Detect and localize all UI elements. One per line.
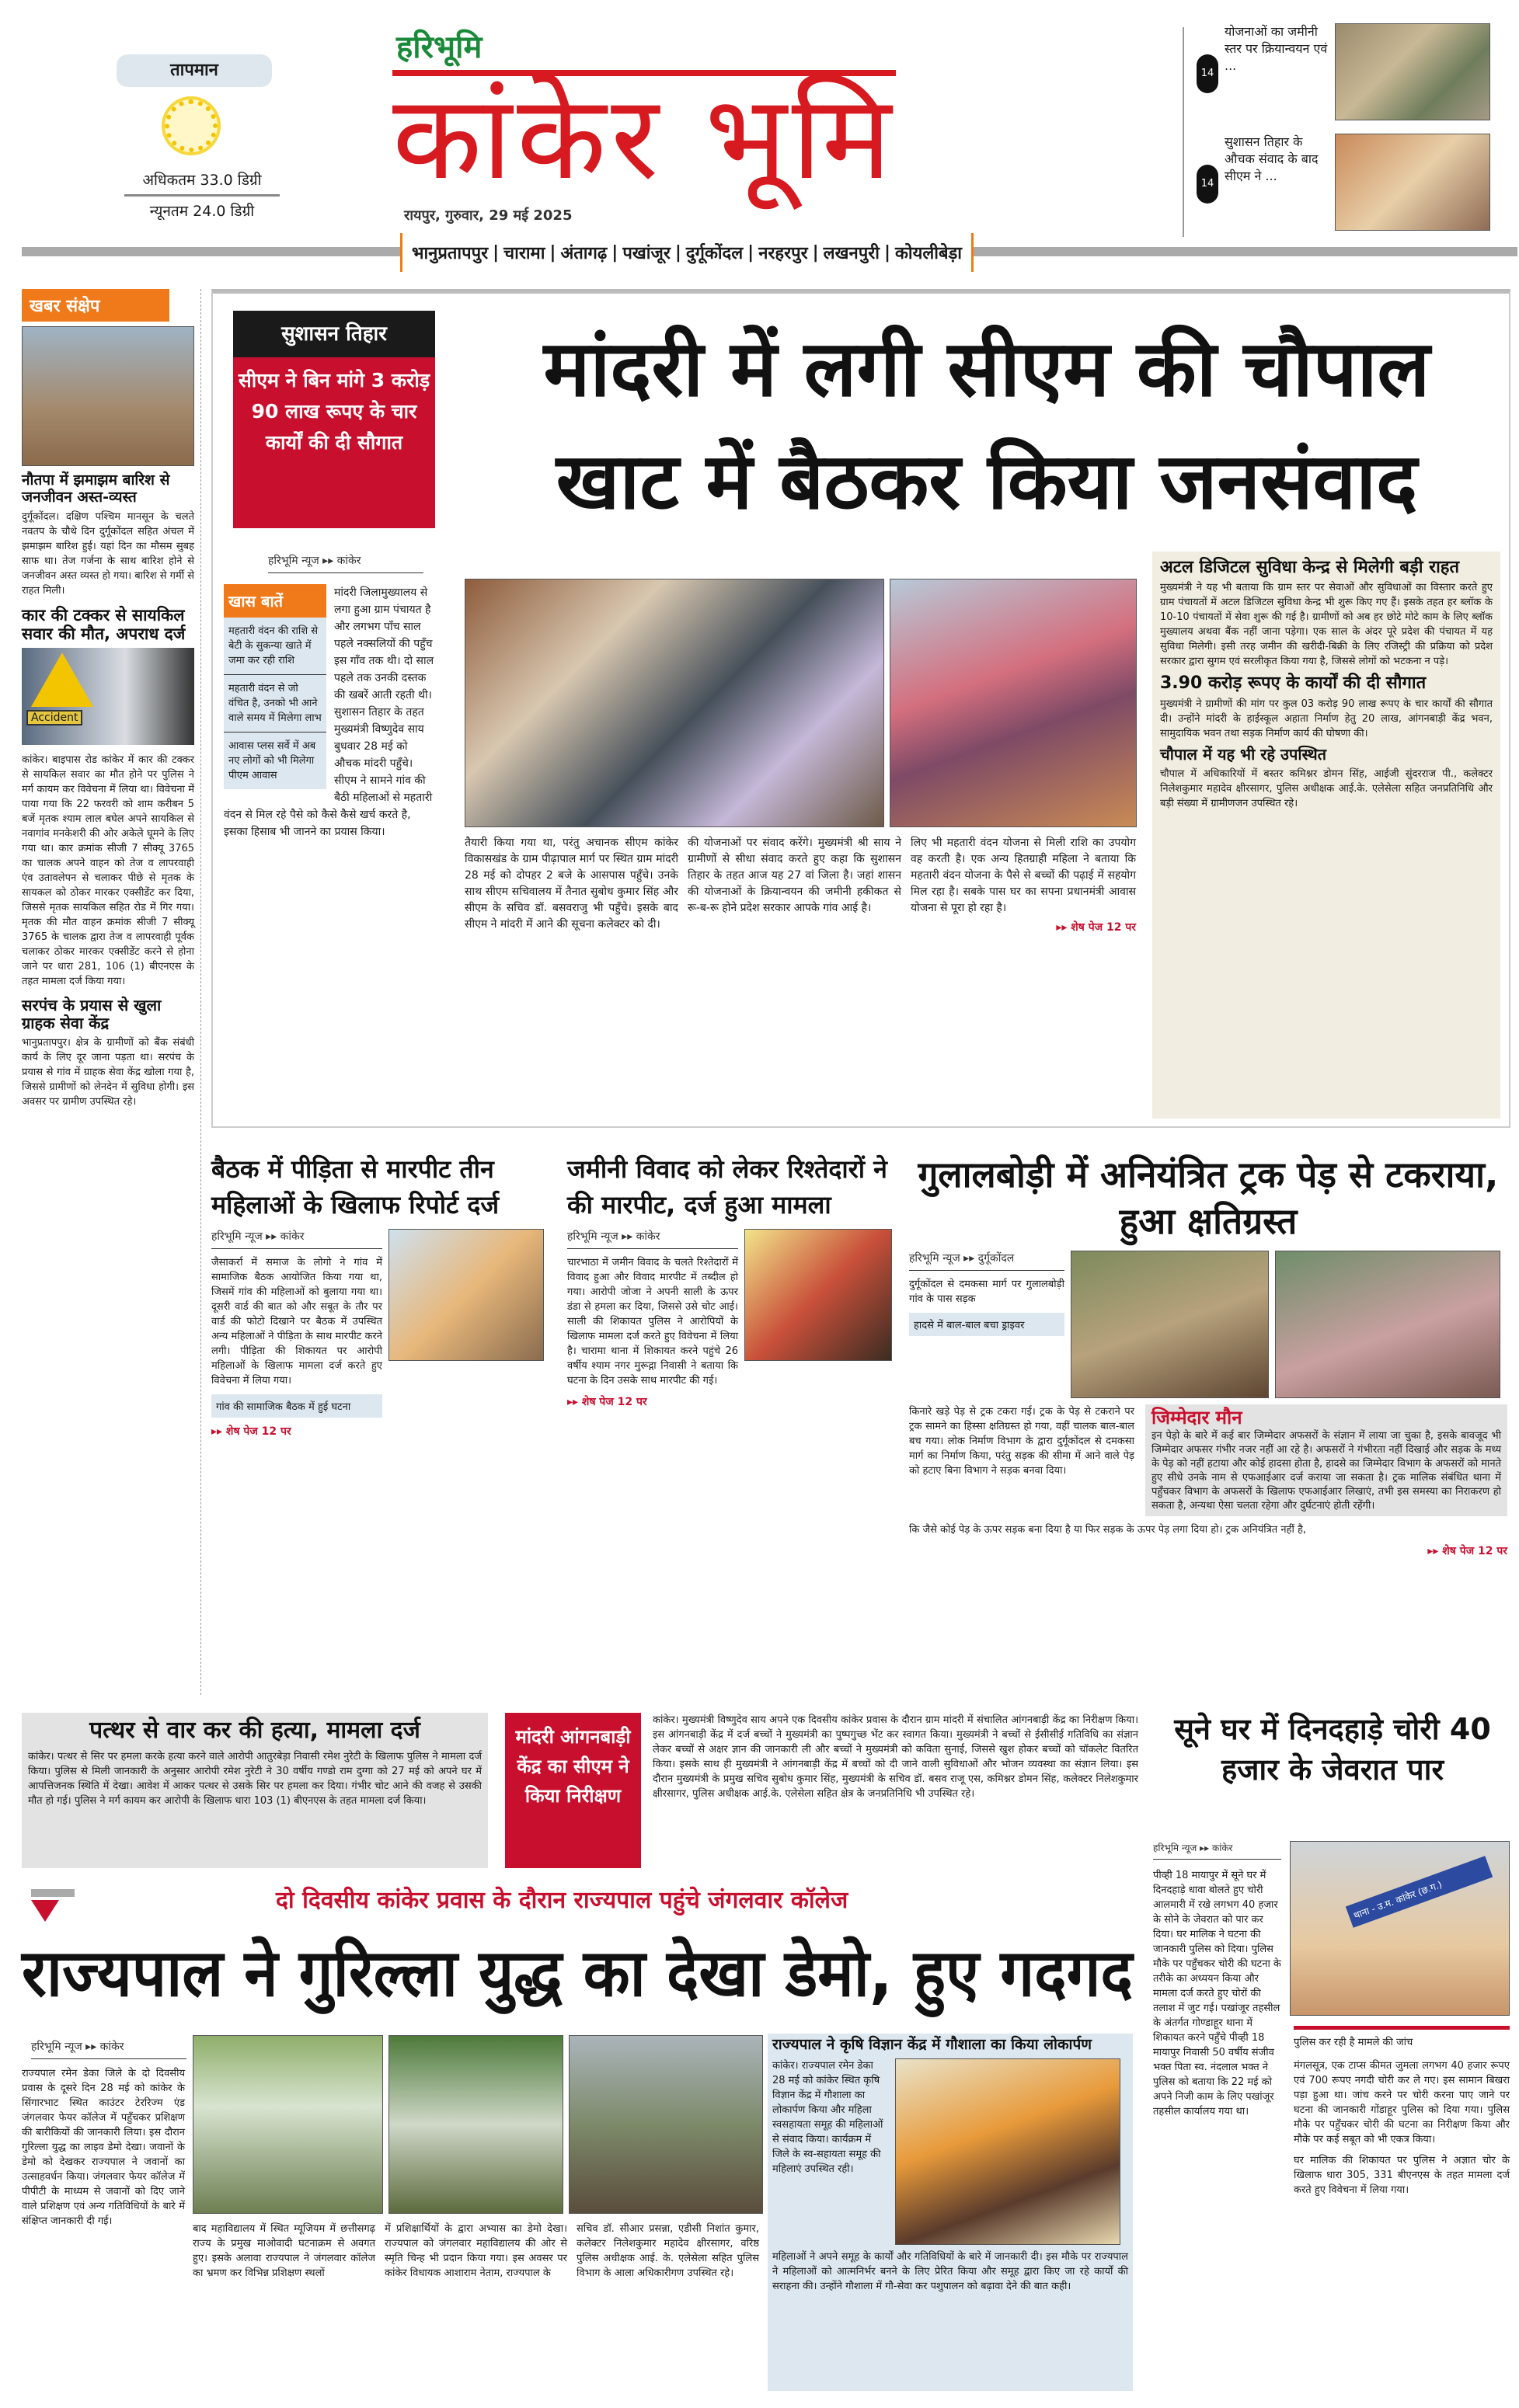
gaushala-box	[768, 2034, 1133, 2391]
story-a-headline: बैठक में पीड़िता से मारपीट तीन महिलाओं के खिलाफ रिपोर्ट दर्ज	[211, 1154, 500, 1220]
bottom-col-3: में प्रशिक्षार्थियों के द्वारा अभ्यास का डेमो देखा। राज्यपाल को जंगलवार महाविद्यालय की ओर से स्मृति चिन्ह भी प्रदान किया गया। इस अवसर पर कांकेर विधायक आशाराम नेताम, राज्यपाल के	[385, 2223, 567, 2279]
separator: |	[883, 242, 890, 263]
sidebar-body: चौपाल में अधिकारियों में बस्तर कमिश्नर डोमन सिंह, आईजी सुंदरराज पी., कलेक्टर निलेशकुमार महादेव क्षीरसागर, पुलिस अधीक्षक आई.के. एलेसेला सहित जनप्रतिनिधि और बड़ी संख्या में ग्रामीणजन उपस्थित रहे।	[1160, 767, 1493, 809]
byline: हरिभूमि न्यूज ▸▸ कांकेर	[567, 1229, 738, 1249]
gaushala-row	[772, 2058, 1128, 2245]
sidebar-heading: अटल डिजिटल सुविधा केन्द्र से मिलेगी बड़ी राहत	[1160, 558, 1460, 577]
truck-photo-1	[1071, 1251, 1269, 1398]
max-temp: अधिकतम 33.0 डिग्री	[124, 169, 280, 197]
teaser-divider	[1183, 27, 1184, 237]
theft-body-3: घर मालिक की शिकायत पर पुलिस ने अज्ञात चोर के खिलाफ धारा 305, 331 बीएनएस के तहत मामला दर्ज करते हुए विवेचना में लिया गया।	[1294, 2155, 1510, 2196]
warning-icon	[31, 652, 93, 707]
continued-link[interactable]: ▸▸ शेष पेज 12 पर	[211, 1425, 291, 1438]
section-label: खबर संक्षेप	[22, 289, 169, 322]
lead-headline-1: मांदरी में लगी सीएम की चौपाल	[543, 323, 1430, 414]
murder-body: कांकेर। पत्थर से सिर पर हमला करके हत्या करने वाले आरोपी आतुरबेड़ा निवासी रमेश नुरेटी के खिलाफ पुलिस ने मामला दर्ज किया। पुलिस से मिली जानकारी के अनुसार आरोपी रमेश नुरेटी ने 30 वर्षीय गण्डो राम दुग्गा को 27 मई को अपने घर में आपत्तिजनक स्थिति में देखा। आवेश में आकर पत्थर से उसके सिर पर हमला कर दिया। गंभीर चोट आने की वजह से उसकी मौत हो गई। पुलिस ने मर्ग कायम कर आरोपी के खिलाफ धारा 103 (1) बीएनएस के तहत मामला दर्ज किया।	[28, 1750, 482, 1807]
murder-box	[22, 1713, 488, 1868]
separator: |	[747, 242, 754, 263]
demo-photo-2	[388, 2035, 563, 2214]
theft-body: पीव्ही 18 मायापुर में सूने घर में दिनदहाड़े धावा बोलते हुए चोरी आलमारी में रखे लगभग 40 हजार के सोने के जेवरात को पार कर दिया। घर मालिक ने घटना की जानकारी पुलिस को दिया। पुलिस मौके पर पहुँचकर चोरी की घटना के तरीके का अध्ययन किया और मामला दर्ज करते हुए चोरों की तलाश में जुट गई। पखांजूर तहसील के अंतर्गत गोण्डाहूर थाना में शिकायत करने पहुँचे पीव्ही 18 मायापुर निवासी 50 वर्षीय संजीव भक्त पिता स्व. नंदलाल भक्त ने पुलिस को बताया कि 22 मई को अपने निजी काम के लिए पखांजूर तहसील कार्यालय गया था।	[1153, 1870, 1281, 2117]
story-b-body: चारभाठा में जमीन विवाद के चलते रिश्तेदारों में विवाद हुआ और विवाद मारपीट में तब्दील हो गया। आरोपी जोजा ने अपनी साली के ऊपर डंडा से हमला कर दिया, जिससे उसे चोट आई। साली की शिकायत पुलिस ने आरोपियों के खिलाफ मामला दर्ज करते हुए विवेचना में लिया है। चारामा थाना में शिकायत करने पहुंचे 26 वर्षीय श्याम नगर मुरूद्गा निवासी ने बताया कि घटना के दिन उसके साथ मारपीट की गई।	[567, 1257, 738, 1387]
place-link[interactable]: भानुप्रतापपुर	[412, 244, 489, 263]
left-column	[22, 289, 194, 1109]
lead-col-4-block	[911, 835, 1136, 934]
lead-col-3: की योजनाओं पर संवाद करेंगे। मुख्यमंत्री श्री साय ने ग्रामीणों से सीधा संवाद करते हुए कहा कि सुशासन तिहार के तहत आज यह 27 वां जिला है। जहां शासन की योजनाओं के क्रियान्वयन की जमीनी हकीकत से रू-ब-रू होने प्रदेश सरकार आपके गांव आई है।	[688, 837, 901, 914]
bottom-col-4: सचिव डॉ. सीआर प्रसन्ना, एडीसी निशांत कुमार, कलेक्टर निलेशकुमार महादेव क्षीरसागर, वरिष्ठ पुलिस अधीक्षक आई. के. एलेसेला सहित पुलिस विभाग के आला अधिकारीगण उपस्थित रहे।	[577, 2223, 759, 2279]
story-c-tail: कि जैसे कोई पेड़ के ऊपर सड़क बना दिया है या फिर सड़क के ऊपर पेड़ लगा दिया हो। ट्रक अनियंत्रित नहीं है,	[909, 1523, 1306, 1536]
places-nav	[400, 233, 974, 272]
continued-link[interactable]: ▸▸ शेष पेज 12 पर	[567, 1396, 647, 1408]
story-a-sub: गांव की सामाजिक बैठक में हुई घटना	[211, 1394, 382, 1418]
story-body: कांकेर। बाइपास रोड कांकेर में कार की टक्कर से सायकिल सवार का मौत होने पर पुलिस ने मर्ग कायम कर विवेचना में लिया था। विवेचना में पाया गया कि 22 फरवरी को शाम करीबन 5 बजें मृतक श्याम लाल बघेल अपने सायकिल से नवागांव मनकेशरी की ओर अकेले घूमने के लिए गया था। कार क्रमांक सीजी 7 सीक्यू 3765 का चालक अपने वाहन को तेज व लापरवाही एंव उतावलेपन से चलाकर पीछे से मृतक के सायकल को ठोकर मारकर एक्सीडेंट कर दिया, जिससे मृतक सायकिल सहित रोड में गिर गया। मृतक की मौत वाहन क्रमांक सीजी 7 सीक्यू 3765 के चालक द्वारा तेज व लापरवाही पूर्वक चलाकर ठोकर मारकर एक्सीडेंट करने से होना जाने पर धारा 281, 106 (1) बीएनएस के तहत मामला दर्ज किया गया।	[22, 753, 194, 987]
byline: हरिभूमि न्यूज ▸▸ कांकेर	[211, 1229, 382, 1249]
story-headline: नौतपा में झमाझम बारिश से जनजीवन अस्त-व्यस्त	[22, 472, 170, 506]
lead-headline-2: खाट में बैठकर किया जनसंवाद	[556, 436, 1418, 527]
story-headline: कार की टक्कर से सायकिल सवार की मौत, अपराध दर्ज	[22, 605, 186, 643]
byline: हरिभूमि न्यूज ▸▸ कांकेर	[31, 2039, 186, 2059]
teaser-photo	[1335, 23, 1490, 120]
highlights-label: खास बातें	[224, 584, 326, 618]
weather-label: तापमान	[117, 54, 272, 87]
story-c	[909, 1151, 1507, 1558]
gaushala-body-2: महिलाओं ने अपने समूह के कार्यों और गतिविधियों के बारे में जानकारी दी। इस मौके पर राज्यपाल ने महिलाओं को आत्मनिर्भर बनने के लिए प्रेरित किया और समूह द्वारा किए जा रहे कार्यों की सराहना की। उन्होंने गौशाला में गौ-सेवा कर पशुपालन को बढ़ावा देने की बात कही।	[772, 2250, 1128, 2292]
place-link[interactable]: पखांजूर	[622, 244, 671, 263]
lead-intro: मांदरी जिलामुख्यालय से लगा हुआ ग्राम पंचायत है और लगभग पाँच साल पहले नक्सलियों की पहुँच इस गाँव तक थी। दो साल पहले तक उनकी दस्तक की खबरें आती रहती थी। सुशासन तिहार के तहत मुख्यमंत्री विष्णुदेव साय बुधवार 28 मई को औचक मांदरी पहुँचे। सीएम ने सामने गांव की बैठी महिलाओं से महतारी वंदन से मिल रहे पैसे को कैसे कैसे खर्च करते है, इसका हिसाब भी जानने का प्रयास किया।	[224, 586, 434, 838]
place-link[interactable]: नरहरपुर	[758, 244, 808, 263]
place-link[interactable]: दुर्गूकोंदल	[685, 244, 744, 263]
lead-red-box: सीएम ने बिन मांगे 3 करोड़ 90 लाख रूपए के चार कार्यों की दी सौगात	[233, 357, 435, 528]
accident-image	[22, 648, 194, 745]
byline: हरिभूमि न्यूज ▸▸ कांकेर	[1153, 1841, 1281, 1860]
story-c-sub: हादसे में बाल-बाल बचा ड्राइवर	[909, 1313, 1064, 1336]
column-rule	[200, 289, 201, 1695]
separator: |	[493, 242, 500, 263]
truck-photo-2	[1275, 1251, 1500, 1398]
min-temp: न्यूनतम 24.0 डिग्री	[149, 203, 255, 220]
story-b	[567, 1151, 897, 1409]
murder-headline: पत्थर से वार कर की हत्या, मामला दर्ज	[89, 1717, 420, 1744]
theft-continuation	[1294, 2058, 1510, 2197]
newspaper-title: कांकेर भूमि	[392, 71, 897, 206]
sidebar-body: मुख्यमंत्री ने ग्रामीणों की मांग पर कुल 03 करोड़ 90 लाख रूपए के चार कार्यों की सौगात दी। उन्होंने मांदरी के हाईस्कूल अहाता निर्माण हेतु 20 लाख, आंगनबाड़ी केंद्र भवन, सामुदायिक भवन तथा सड़क निर्माण कार्य की घोषणा की।	[1160, 698, 1493, 739]
story-body: दुर्गूकोंदल। दक्षिण पश्चिम मानसून के चलते नवतप के चौथे दिन दुर्गूकोंदल सहित अंचल में झमाझम बारिश हुई। यहां दिन का मौसम सुबह साफ था। तेज गर्जना के साथ बारिश होने से जनजीवन अस्त व्यस्त हो गया। बारिश से गर्मी से राहत मिली।	[22, 510, 195, 597]
continued-link[interactable]: ▸▸ शेष पेज 12 पर	[1427, 1544, 1507, 1557]
story-a-body: जैसाकर्रा में समाज के लोगो ने गांव में सामाजिक बैठक आयोजित किया गया था, जिसमें गांव की महिलाओं को बुलाया गया था। दूसरी वार्ड की बात को और सबूत के तौर पर वार्ड की फोटो दिखाने पर बैठक में उपस्थित अन्य महिलाओं ने पीड़िता के साथ मारपीट करने लगी। पीड़िता की शिकायत पर आरोपी महिलाओं के खिलाफ मामला दर्ज करते हुए विवेचना में लिया गया।	[211, 1257, 382, 1387]
sun-icon	[165, 99, 218, 152]
teaser-text: सुशासन तिहार के औचक संवाद के बाद सीएम ने ...	[1225, 134, 1319, 183]
teaser-1[interactable]	[1197, 23, 1515, 124]
highlight-item: आवास प्लस सर्वे में अब नए लोगों को भी मिलेगा पीएम आवास	[228, 740, 316, 781]
story-a	[211, 1151, 553, 1439]
box-heading: जिम्मेदार मौन	[1151, 1407, 1242, 1428]
theft-headline: सूने घर में दिनदहाड़े चोरी 40 हजार के जेवरात पार	[1174, 1712, 1491, 1787]
place-link[interactable]: कोयलीबेड़ा	[895, 244, 962, 263]
continued-link[interactable]: ▸▸ शेष पेज 12 पर	[1056, 921, 1136, 934]
place-link[interactable]: लखनपुरी	[823, 244, 880, 263]
bottom-headline: राज्यपाल ने गुरिल्ला युद्ध का देखा डेमो, हुए गदगद	[22, 1935, 1133, 2011]
story-c-headline: गुलालबोड़ी में अनियंत्रित ट्रक पेड़ से टकराया, हुआ क्षतिग्रस्त	[918, 1154, 1499, 1242]
lead-sidebar-box	[1152, 552, 1500, 1119]
rain-photo	[22, 326, 194, 466]
lead-col-2: तैयारी किया गया था, परंतु अचानक सीएम कांकेर विकासखंड के ग्राम पीढ़ापाल मार्ग पर स्थित ग्राम मांदरी 28 मई को दोपहर 2 बजे के आसपास पहुँचे। उनके साथ सीएम सचिवालय में तैनात सुबोध कुमार सिंह और सीएम के सचिव डॉ. बसवराजु भी पहुँचे। इसके बाद सीएम ने मांदरी में आने की सूचना कलेक्टर को दी।	[465, 837, 678, 931]
place-link[interactable]: चारामा	[503, 244, 545, 263]
story-c-intro-block	[909, 1251, 1064, 1398]
anganwadi-red-box: मांदरी आंगनबाड़ी केंद्र का सीएम ने किया निरीक्षण	[505, 1713, 641, 1868]
chevron-down-icon	[31, 1900, 59, 1922]
bottom-col-2: बाद महाविद्यालय में स्थित म्यूजियम में छत्तीसगढ़ राज्य के प्रमुख माओवादी घटनाक्रम से अवगत हुए। इसके अलावा राज्यपाल ने जंगलवार कॉलेज का भ्रमण कर विभिन्न प्रशिक्षण स्थलों	[193, 2223, 375, 2279]
assault-illustration	[388, 1229, 544, 1361]
chaupal-photo-1	[465, 579, 884, 827]
station-sign: थाना - उ.म. कांकेर (छ.ग.)	[1346, 1856, 1493, 1928]
theft-body-2: मंगलसूत्र, एक टाप्स कीमत जुमला लगभग 40 हजार रूपए एवं 700 रूपए नगदी चोरी कर ले गए। इस सामान बिखरा पड़ा हुआ था। जांच करने पर चोरी करना पाए जाने पर घटना की जानकारी गोंडाहूर पुलिस को दिया गया। पुलिस मौके पर पहुँचकर चोरी की घटना का निरीक्षण किया और मौके पर कई सबूत को भी एकत्र किया।	[1294, 2060, 1510, 2145]
byline: हरिभूमि न्यूज ▸▸ कांकेर	[268, 553, 423, 573]
brand-logo: हरिभूमि	[396, 30, 483, 65]
anganwadi-body: कांकेर। मुख्यमंत्री विष्णुदेव साय अपने एक दिवसीय कांकेर प्रवास के दौरान ग्राम मांदरी में संचालित आंगनबाड़ी केंद्र का निरीक्षण किया। इस आंगनबाड़ी केंद्र में दर्ज बच्चों ने मुख्यमंत्री का पुष्पगुच्छ भेंट कर स्वागत किया। मुख्यमंत्री ने बच्चों से ईसीसीई गतिविधि का संज्ञान लेकर बच्चों से अक्षर ज्ञान की जानकारी ली और बच्चों ने मुख्यमंत्री को कविता सुनाई, जिससे खुश होकर बच्चों को चॉकलेट वितरित किया। इसके साथ ही मुख्यमंत्री ने आंगनबाड़ी केंद्र में बच्चों को दी जाने वाली सुविधाओं और भोजन व्यवस्था का संज्ञान लिया। इस दौरान मुख्यमंत्री के प्रमुख सचिव सुबोध कुमार सिंह, मुख्यमंत्री के सचिव डॉ. बसव राजू एस, कमिश्नर डोमन सिंह, कलेक्टर निलेशकुमार क्षीरसागर, पुलिस अधीक्षक आई.के. एलेसेला सहित क्षेत्र के जनप्रतिनिधि भी उपस्थित रहे।	[653, 1714, 1138, 1800]
box-body: इन पेड़ो के बारे में कई बार जिम्मेदार अफसरों के संज्ञान में लाया जा चुका है, इसके बावजूद भी जिम्मेदार अफसर गंभीर नजर नहीं आ रहे है। अफसरों ने गंभीरता नहीं दिखाई और सड़क के मध्य के पेड़ को नहीं हटाया और कोई हादसा होता है, हादसे का जिम्मेदार विभाग के अफसरों को मानते हुए सीधे उनके नाम से एफआईआर दर्ज कराया जा सकता है। ट्रक मालिक संबंधित थाना में पहुँचकर विभाग के अफसरों के खिलाफ एफआईआर लिखाएं, तभी इस समस्या का निराकरण हो सकता है, अन्यथा ऐसा चलता रहेगा और दुर्घटनाएं होती रहेंगी।	[1151, 1429, 1501, 1512]
chaupal-photo-2	[890, 579, 1137, 827]
story-b-text	[567, 1229, 738, 1409]
separator: |	[549, 242, 556, 263]
teaser-2[interactable]	[1197, 134, 1515, 235]
story-b-headline: जमीनी विवाद को लेकर रिश्तेदारों ने की मारपीट, दर्ज हुआ मामला	[567, 1154, 887, 1220]
story-body: भानुप्रतापपुर। क्षेत्र के ग्रामीणों को बैंक संबंधी कार्य के लिए दूर जाना पड़ता था। सरपंच के प्रयास से गांव में ग्राहक सेवा केंद्र खोला गया है, जिससे ग्रामीणों को लेनदेन में सुविधा होगी। इस अवसर पर ग्रामीण उपस्थित रहे।	[22, 1036, 194, 1108]
theft-sub: पुलिस कर रही है मामले की जांच	[1294, 2026, 1510, 2048]
separator: |	[611, 242, 618, 263]
lead-kicker: सुशासन तिहार	[233, 311, 435, 357]
story-headline: सरपंच के प्रयास से खुला ग्राहक सेवा केंद्र	[22, 995, 162, 1032]
page-badge: 14	[1197, 165, 1218, 204]
sidebar-heading: 3.90 करोड़ रूपए के कार्यों की दी सौगात	[1160, 673, 1427, 694]
lead-col-4: लिए भी महतारी वंदन योजना से मिली राशि का उपयोग वह करती है। एक अन्य हितग्राही महिला ने बताया कि महतारी वंदन योजना के पैसे से बच्चों की पढ़ाई में सहयोग मिल रहा है। सबके पास घर का सपना प्रधानमंत्री आवास योजना से पूरा हो रहा है।	[911, 837, 1136, 914]
gaushala-body: कांकेर। राज्यपाल रमेन डेका 28 मई को कांकेर स्थित कृषि विज्ञान केंद्र में गौशाला का लोकार्पण किया और महिला स्वसहायता समूह की महिलाओं से संवाद किया। कार्यक्रम में जिले के स्व-सहायता समूह की महिलाएं उपस्थित रही।	[772, 2059, 883, 2175]
highlights-box	[224, 584, 326, 789]
byline: हरिभूमि न्यूज ▸▸ दुर्गूकोंदल	[909, 1251, 1064, 1271]
story-c-intro: दुर्गूकोंदल से दमकसा मार्ग पर गुलालबोड़ी गांव के पास सड़क	[909, 1279, 1064, 1305]
sidebar-body: मुख्यमंत्री ने यह भी बताया कि ग्राम स्तर पर सेवाओं और सुविधाओं का विस्तार करते हुए ग्राम पंचायतों में अटल डिजिटल सुविधा केन्द्र भी शुरू किए गए हैं। इसके तहत हर ब्लॉक के 10-10 पंचायतों में सेवा शुरू की गई है। ग्रामीणों को अब हर छोटे मोटे काम के लिए ब्लॉक मुख्यालय अथवा बैंक नहीं जाना पड़ेगा। एक साल के अंदर पूरे प्रदेश की पंचायत में यह सुविधा मिलेगी। इसी तरह जमीन की खरीदी-बिक्री के लिए रजिस्ट्री की प्रक्रिया को प्रदेश सरकार द्वारा सुगम एवं सरलीकृत किया गया है, जिससे लोगों को भटकना न पड़े।	[1160, 582, 1493, 668]
lead-intro-block	[224, 584, 435, 840]
separator: |	[674, 242, 681, 263]
gaushala-photo	[895, 2058, 1120, 2245]
bottom-col-1: राज्यपाल रमेन डेका जिले के दो दिवसीय प्रवास के दूसरे दिन 28 मई को कांकेर के सिंगारभाट स्थित काउंटर टेररिज्म एंड जंगलवार फेयर कॉलेज में पहुँचकर प्रशिक्षण की बारीकियों की जानकारी लिया। इस दौरान गुरिल्ला युद्ध का लाइव डेमो देखा। जवानों के डेमो को देखकर राज्यपाल ने जवानों का उत्साहवर्धन किया। जंगलवार फेयर कॉलेज में पीपीटी के माध्यम से जवानों को दिए जाने वाले प्रशिक्षण एवं अन्य गतिविधियों के बारे में संक्षिप्त जानकारी दी गई।	[22, 2068, 185, 2227]
gaushala-headline: राज्यपाल ने कृषि विज्ञान केंद्र में गौशाला का किया लोकार्पण	[772, 2036, 1092, 2053]
place-link[interactable]: अंतागढ़	[560, 244, 608, 263]
story-a-text	[211, 1229, 382, 1439]
separator: |	[812, 242, 819, 263]
teaser-text: योजनाओं का जमीनी स्तर पर क्रियान्वयन एवं ...	[1225, 24, 1328, 73]
story-c-body: किनारे खड़े पेड़ से ट्रक टकरा गई। ट्रक के पेड़ से टकराने पर ट्रक सामने का हिस्सा क्षतिग्रस्त हो गया, वहीं चालक बाल-बाल बच गया। लोक निर्माण विभाग के द्वारा दुर्गूकोंदल से दमकसा मार्ग का निर्माण किया, परंतु सड़क की सीमा में आने वाले पेड़ को हटाए बिना विभाग ने सड़क बनवा दिया।	[909, 1406, 1134, 1477]
highlight-item: महतारी वंदन से जो वंचित है, उनको भी आने वाले समय में मिलेगा लाभ	[224, 675, 326, 732]
responsibility-box	[1145, 1404, 1507, 1516]
teaser-photo	[1335, 134, 1490, 231]
highlight-item: महतारी वंदन की राशि से बेटी के सुकन्या खाते में जमा कर रही राशि	[224, 618, 326, 675]
bottom-kicker: दो दिवसीय कांकेर प्रवास के दौरान राज्यपाल पहुंचे जंगलवार कॉलेज	[276, 1887, 848, 1914]
dateline: रायपुर, गुरुवार, 29 मई 2025	[404, 207, 573, 224]
sidebar-heading: चौपाल में यह भी रहे उपस्थित	[1160, 744, 1327, 764]
page-badge: 14	[1197, 54, 1218, 93]
chevron-icon	[31, 1889, 75, 1897]
dispute-illustration	[744, 1229, 892, 1361]
accident-sign: Accident	[26, 710, 82, 726]
demo-photo-1	[193, 2035, 383, 2214]
demo-photo-3	[569, 2035, 763, 2214]
police-station-photo	[1290, 1841, 1510, 2016]
